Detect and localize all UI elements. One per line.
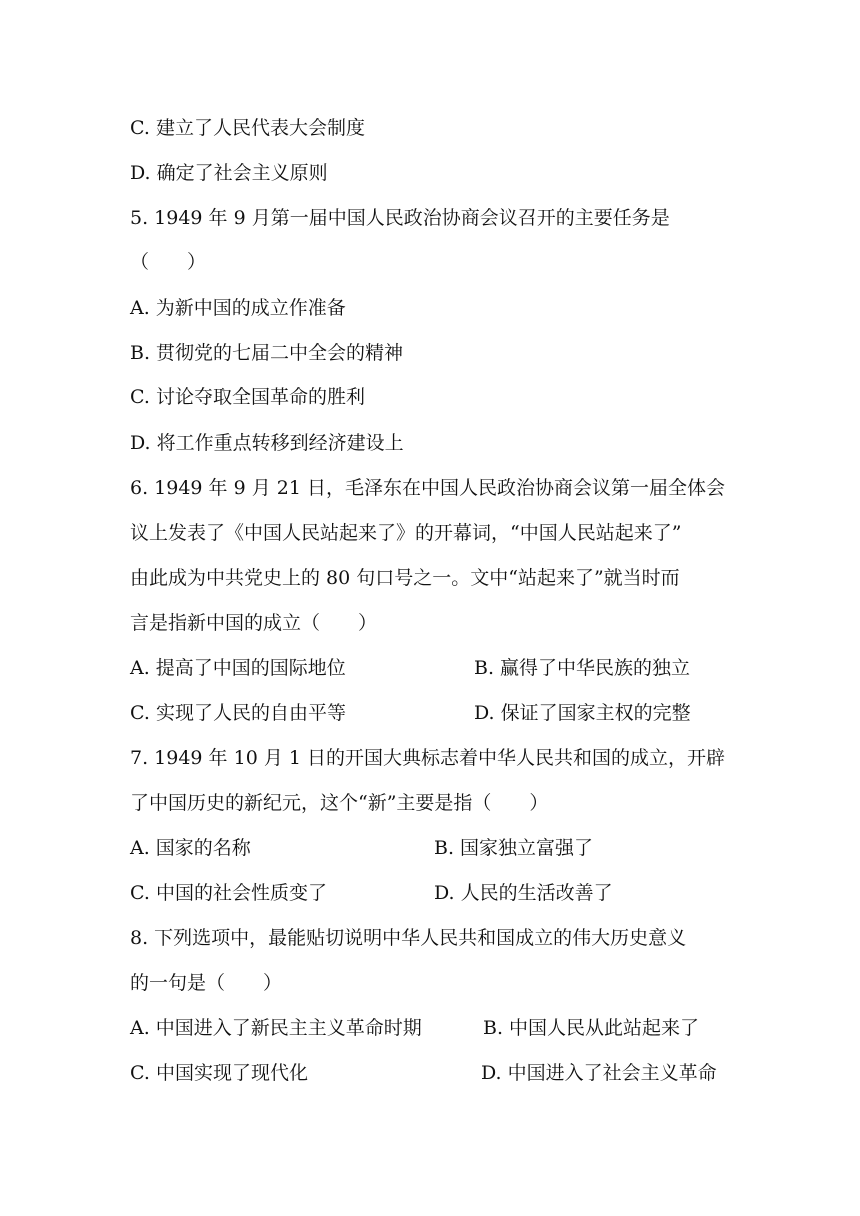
q6-option-c: C. 实现了人民的自由平等 [130,702,346,724]
q5-option-c: C. 讨论夺取全国革命的胜利 [130,386,365,408]
q7-option-d: D. 人民的生活改善了 [434,882,613,904]
q4-option-d: D. 确定了社会主义原则 [130,162,328,184]
q7-option-b: B. 国家独立富强了 [434,837,594,859]
q8-option-d: D. 中国进入了社会主义革命 [481,1062,717,1084]
q6-stem-line2: 议上发表了《中国人民站起来了》的开幕词，“中国人民站起来了” [130,522,682,544]
q6-stem-line4: 言是指新中国的成立（ ） [130,612,378,634]
q7-stem-line1: 7. 1949 年 10 月 1 日的开国大典标志着中华人民共和国的成立，开辟 [130,747,725,769]
q7-stem-line2: 了中国历史的新纪元，这个“新”主要是指（ ） [130,792,549,814]
q7-option-a: A. 国家的名称 [130,837,251,859]
q5-option-d: D. 将工作重点转移到经济建设上 [130,432,404,454]
q8-option-b: B. 中国人民从此站起来了 [483,1017,700,1039]
q6-option-d: D. 保证了国家主权的完整 [474,702,691,724]
q5-stem-line1: 5. 1949 年 9 月第一届中国人民政治协商会议召开的主要任务是 [130,207,670,229]
q8-option-a: A. 中国进入了新民主主义革命时期 [130,1017,422,1039]
q6-option-a: A. 提高了中国的国际地位 [130,657,346,679]
q6-stem-line1: 6. 1949 年 9 月 21 日，毛泽东在中国人民政治协商会议第一届全体会 [130,477,725,499]
q5-option-a: A. 为新中国的成立作准备 [130,297,346,319]
q8-option-c: C. 中国实现了现代化 [130,1062,308,1084]
q7-option-c: C. 中国的社会性质变了 [130,882,327,904]
q5-stem-line2: （ ） [130,251,207,273]
q8-stem-line2: 的一句是（ ） [130,972,283,994]
q4-option-c: C. 建立了人民代表大会制度 [130,117,365,139]
q6-stem-line3: 由此成为中共党史上的 80 句口号之一。文中“站起来了”就当时而 [130,567,680,589]
q5-option-b: B. 贯彻党的七届二中全会的精神 [130,342,404,364]
q8-stem-line1: 8. 下列选项中，最能贴切说明中华人民共和国成立的伟大历史意义 [130,927,687,949]
q6-option-b: B. 赢得了中华民族的独立 [474,657,691,679]
